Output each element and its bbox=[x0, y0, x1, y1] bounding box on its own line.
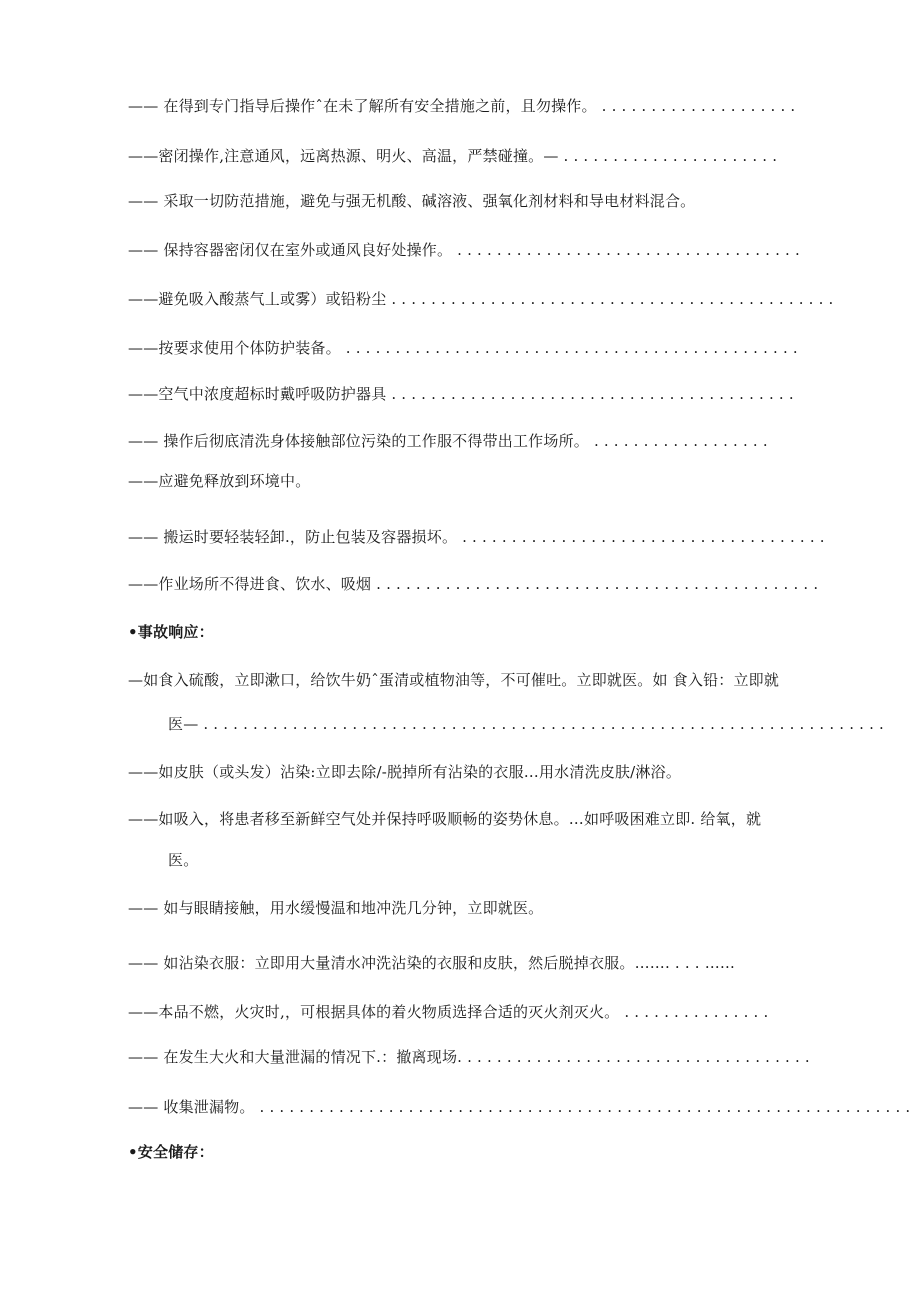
text-line: —— 在得到专门指导后操作ˆ在未了解所有安全措施之前，且勿操作。 . . . . . . . . . . . . . . . . . . . . bbox=[128, 97, 796, 115]
text-line: ——如皮肤（或头发）沾染:立即去除/-脱掉所有沾染的衣服…用水清洗皮肤/淋浴。 bbox=[128, 763, 682, 781]
text-line: —— 如沾染衣服：立即用大量清水冲洗沾染的衣服和皮肤，然后脱掉衣服。……. . . . …… bbox=[128, 954, 736, 972]
text-line: ——如吸入，将患者移至新鲜空气处并保持呼吸顺畅的姿势休息。…如呼吸困难立即. 给氧，就 bbox=[128, 810, 762, 828]
text-line-continuation: 医— . . . . . . . . . . . . . . . . . . . . . . . . . . . . . . . . . . . . . . . . . . . . . . . . . . . . . . . . . . . . . . . . . . . . . bbox=[168, 715, 884, 733]
text-line: ——避免吸入酸蒸气丄或雾）或铅粉尘 . . . . . . . . . . . . . . . . . . . . . . . . . . . . . . . . . . . . . . . . . . . . . bbox=[128, 290, 834, 308]
text-line: —— 在发生大火和大量泄漏的情况下.：撤离现场. . . . . . . . . . . . . . . . . . . . . . . . . . . . . . . . . . . . bbox=[128, 1048, 810, 1066]
text-line: —— 保持容器密闭仅在室外或通风良好处操作。 . . . . . . . . . . . . . . . . . . . . . . . . . . . . . . . . . . . bbox=[128, 241, 800, 259]
text-line: ——密闭操作,注意通风，远离热源、明火、高温，严禁碰撞。— . . . . . . . . . . . . . . . . . . . . . . bbox=[128, 147, 778, 165]
text-line: —如食入硫酸，立即漱口，给饮牛奶ˆ蛋清或植物油等，不可催吐。立即就医。如 食入铅：立即就 bbox=[128, 671, 780, 689]
text-line-continuation: 医。 bbox=[168, 851, 199, 869]
text-line: ——空气中浓度超标时戴呼吸防护器具 . . . . . . . . . . . . . . . . . . . . . . . . . . . . . . . . . . . . . . . . . bbox=[128, 385, 794, 403]
text-line: —— 收集泄漏物。 . . . . . . . . . . . . . . . . . . . . . . . . . . . . . . . . . . . . . . . . . . . . . . . . . . . . . . . . . . . . . . . . . . bbox=[128, 1098, 911, 1116]
text-line: ——按要求使用个体防护装备。 . . . . . . . . . . . . . . . . . . . . . . . . . . . . . . . . . . . . . . . . . . . . . . bbox=[128, 339, 798, 357]
text-line: —— 搬运时要轻装轻卸.，防止包装及容器损坏。 . . . . . . . . . . . . . . . . . . . . . . . . . . . . . . . . . . . . . bbox=[128, 528, 825, 546]
text-line: ——本品不燃，火灾时,，可根据具体的着火物质选择合适的灭火剂灭火。 . . . . . . . . . . . . . . . bbox=[128, 1003, 769, 1021]
text-line: ——应避免释放到环境中。 bbox=[128, 472, 311, 490]
section-heading-safe-storage: •安全储存： bbox=[128, 1143, 214, 1161]
text-line: —— 采取一切防范措施，避免与强无机酸、碱溶液、强氧化剂材料和导电材料混合。 bbox=[128, 192, 696, 210]
text-line: ——作业场所不得进食、饮水、吸烟 . . . . . . . . . . . . . . . . . . . . . . . . . . . . . . . . . . . . . . . . . . . . . bbox=[128, 575, 819, 593]
text-line: —— 操作后彻底清洗身体接触部位污染的工作服不得带出工作场所。 . . . . . . . . . . . . . . . . . . bbox=[128, 432, 768, 450]
section-heading-accident-response: •事故响应： bbox=[128, 623, 214, 641]
text-line: —— 如与眼睛接触，用水缓慢温和地冲洗几分钟，立即就医。 bbox=[128, 899, 544, 917]
